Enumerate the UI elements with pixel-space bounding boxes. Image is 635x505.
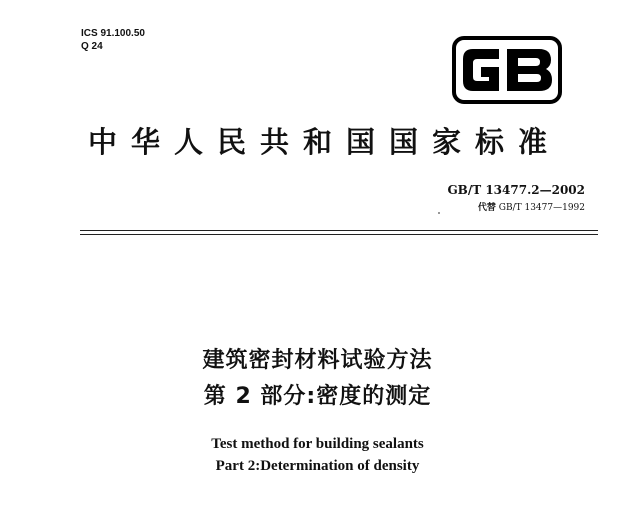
print-speck	[438, 212, 440, 214]
gb-logo-icon	[451, 35, 563, 105]
standard-number: GB/T 13477.2—2002	[447, 183, 585, 197]
english-title-line-2: Part 2:Determination of density	[215, 458, 420, 474]
english-title-line-1: Test method for building sealants	[211, 436, 424, 452]
replaces-label: 代替	[477, 203, 496, 213]
national-standard-title: 中华人民共和国国家标准	[87, 125, 561, 159]
divider-line-top	[80, 230, 598, 231]
chinese-title-line-1: 建筑密封材料试验方法	[202, 348, 433, 373]
replaces-number: GB/T 13477—1992	[498, 203, 585, 213]
ccs-code: Q 24	[81, 41, 103, 52]
chinese-title-line-2: 第 2 部分:密度的测定	[203, 384, 432, 409]
classification-codes	[81, 27, 145, 53]
divider-line-bottom	[80, 234, 598, 235]
ics-code: ICS 91.100.50	[81, 28, 145, 39]
replaces-line	[478, 200, 585, 213]
